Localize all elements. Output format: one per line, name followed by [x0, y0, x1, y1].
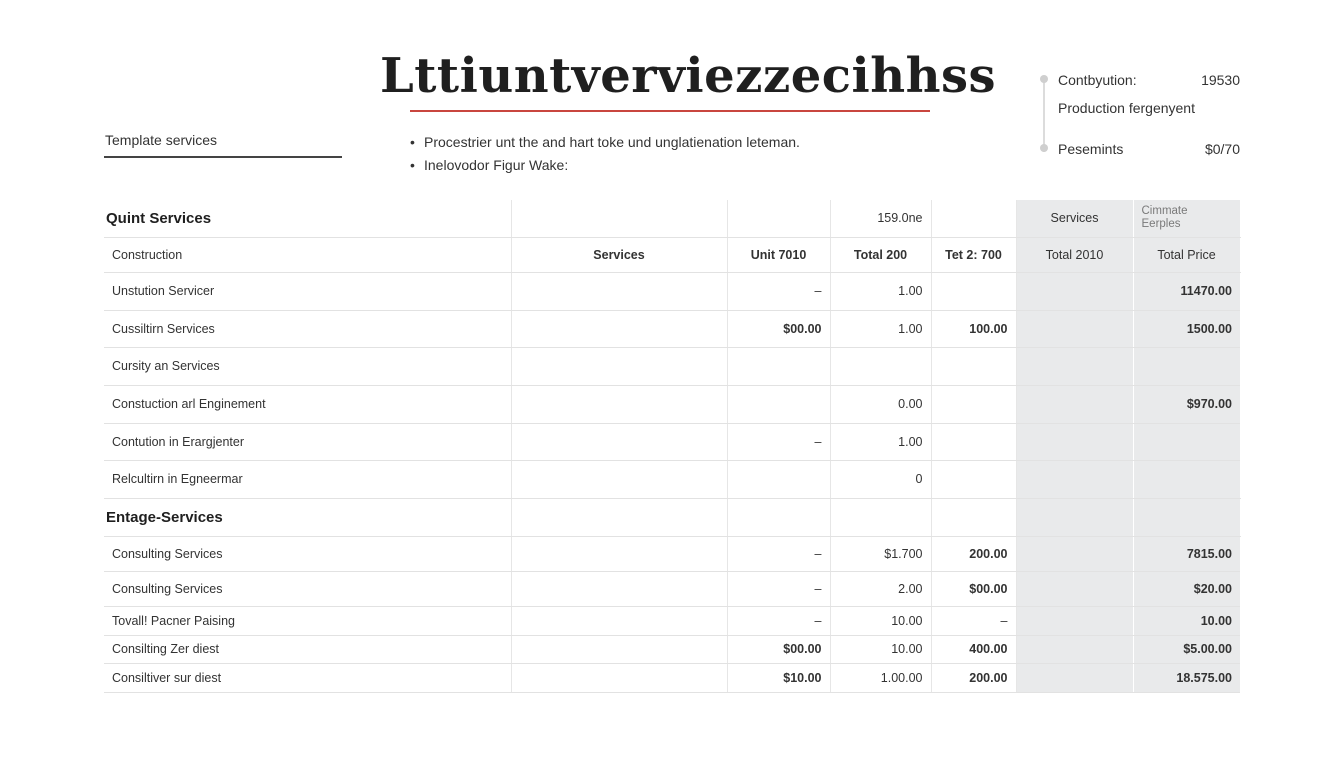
table-cell: 200.00	[931, 536, 1016, 571]
section-title: Entage-Services	[104, 498, 511, 536]
table-cell	[1016, 385, 1133, 423]
meta-label: Contbyution:	[1058, 72, 1137, 88]
total-price-cell: 18.575.00	[1133, 663, 1240, 692]
meta-payments	[1058, 141, 1242, 157]
table-cell: 2.00	[830, 571, 931, 606]
table-cell	[727, 498, 830, 536]
table-cell: 159.0ne	[830, 200, 931, 237]
meta-panel	[1042, 72, 1242, 172]
header-row	[104, 237, 1240, 272]
cell-line: Cimmate	[1141, 205, 1188, 218]
table-cell	[511, 663, 727, 692]
row-name: Cursity an Services	[104, 347, 511, 385]
table-cell	[1016, 536, 1133, 571]
table-cell: $00.00	[727, 635, 830, 663]
document-title: Lttiuntverviezzecihhss	[380, 48, 997, 104]
column-header: Unit 7010	[727, 237, 830, 272]
table-cell: –	[727, 536, 830, 571]
table-cell	[727, 200, 830, 237]
table-cell: $1.700	[830, 536, 931, 571]
table-cell	[511, 385, 727, 423]
column-header: Total 200	[830, 237, 931, 272]
table-cell	[511, 272, 727, 310]
total-price-cell	[1133, 423, 1240, 460]
row-name: Unstution Servicer	[104, 272, 511, 310]
table-cell	[931, 423, 1016, 460]
table-cell	[511, 460, 727, 498]
bullet-text: Inelovodor Figur Wake:	[424, 157, 569, 173]
table-cell	[1016, 460, 1133, 498]
table-cell	[1016, 498, 1133, 536]
intro-bullets	[410, 132, 800, 178]
meta-dot	[1040, 75, 1048, 83]
table-cell	[511, 310, 727, 347]
table-cell	[511, 498, 727, 536]
column-header: Total 2010	[1016, 237, 1133, 272]
table-cell: $10.00	[727, 663, 830, 692]
total-price-cell: 11470.00	[1133, 272, 1240, 310]
total-price-cell	[1133, 460, 1240, 498]
meta-timeline	[1043, 80, 1045, 152]
table-cell	[511, 635, 727, 663]
row-name: Consulting Services	[104, 571, 511, 606]
row-name: Consilting Zer diest	[104, 635, 511, 663]
table-cell	[931, 347, 1016, 385]
table-row	[104, 272, 1240, 310]
table-cell: 400.00	[931, 635, 1016, 663]
column-header: Construction	[104, 237, 511, 272]
cell-line: Eerples	[1141, 218, 1181, 231]
table-cell	[727, 385, 830, 423]
table-cell: 10.00	[830, 635, 931, 663]
table-cell: 10.00	[830, 606, 931, 635]
table-cell	[1016, 606, 1133, 635]
total-price-cell	[1133, 347, 1240, 385]
template-services-label: Template services	[105, 132, 218, 148]
table-cell	[1133, 200, 1240, 237]
table-cell	[1016, 272, 1133, 310]
table-cell: –	[727, 272, 830, 310]
table-cell	[1016, 571, 1133, 606]
table-cell	[931, 200, 1016, 237]
total-price-cell: $970.00	[1133, 385, 1240, 423]
total-price-cell: 1500.00	[1133, 310, 1240, 347]
section-row	[104, 200, 1240, 237]
meta-label: Production fergenyent	[1058, 100, 1195, 116]
table-row	[104, 635, 1240, 663]
row-name: Consiltiver sur diest	[104, 663, 511, 692]
table-cell	[1016, 635, 1133, 663]
table-cell: 1.00.00	[830, 663, 931, 692]
table-cell	[931, 272, 1016, 310]
table-cell	[727, 347, 830, 385]
table-cell: 200.00	[931, 663, 1016, 692]
table-cell: 1.00	[830, 423, 931, 460]
bullet-text: Procestrier unt the and hart toke und unglatienation leteman.	[424, 134, 800, 150]
table-row	[104, 347, 1240, 385]
row-name: Cussiltirn Services	[104, 310, 511, 347]
meta-label: Pesemints	[1058, 141, 1124, 157]
table-row	[104, 571, 1240, 606]
table-cell	[511, 423, 727, 460]
table-cell	[511, 571, 727, 606]
table-cell	[931, 498, 1016, 536]
table-cell	[1016, 423, 1133, 460]
table-cell: Services	[1016, 200, 1133, 237]
title-underline	[410, 110, 930, 112]
row-name: Tovall! Pacner Paising	[104, 606, 511, 635]
meta-dot	[1040, 144, 1048, 152]
table-cell	[931, 385, 1016, 423]
table-cell	[830, 347, 931, 385]
bullet-item	[410, 132, 800, 155]
table-cell	[727, 460, 830, 498]
row-name: Contution in Erargjenter	[104, 423, 511, 460]
table-cell: –	[931, 606, 1016, 635]
table-cell	[1016, 310, 1133, 347]
column-header: Total Price	[1133, 237, 1240, 272]
table-cell	[511, 606, 727, 635]
total-price-cell: $5.00.00	[1133, 635, 1240, 663]
meta-value: $0/70	[1204, 141, 1240, 157]
row-name: Constuction arl Enginement	[104, 385, 511, 423]
table-row	[104, 606, 1240, 635]
table-cell	[511, 200, 727, 237]
row-name: Relcultirn in Egneermar	[104, 460, 511, 498]
table-cell	[511, 347, 727, 385]
bullet-dot: •	[410, 157, 415, 173]
table-cell: 1.00	[830, 272, 931, 310]
meta-contribution	[1058, 72, 1242, 88]
row-name: Consulting Services	[104, 536, 511, 571]
table-cell: –	[727, 423, 830, 460]
meta-value: 19530	[1201, 72, 1240, 88]
table-cell	[1133, 498, 1240, 536]
total-price-cell: 7815.00	[1133, 536, 1240, 571]
table-cell: 100.00	[931, 310, 1016, 347]
table-cell: $00.00	[931, 571, 1016, 606]
table-cell	[931, 460, 1016, 498]
table-row	[104, 460, 1240, 498]
template-services-underline	[104, 156, 342, 158]
bullet-item	[410, 155, 800, 178]
meta-production	[1058, 100, 1242, 116]
table-cell: –	[727, 571, 830, 606]
column-header: Tet 2: 700	[931, 237, 1016, 272]
table-cell: $00.00	[727, 310, 830, 347]
table-cell: –	[727, 606, 830, 635]
table-cell	[1016, 347, 1133, 385]
table-cell: 0.00	[830, 385, 931, 423]
total-price-cell: 10.00	[1133, 606, 1240, 635]
total-price-cell: $20.00	[1133, 571, 1240, 606]
bullet-dot: •	[410, 134, 415, 150]
section-title: Quint Services	[104, 200, 511, 237]
table-cell	[830, 498, 931, 536]
table-row	[104, 385, 1240, 423]
column-header: Services	[511, 237, 727, 272]
section-row	[104, 498, 1240, 536]
table-cell: 0	[830, 460, 931, 498]
services-table	[104, 200, 1241, 693]
table-cell	[1016, 663, 1133, 692]
table-cell	[511, 536, 727, 571]
table-cell: 1.00	[830, 310, 931, 347]
table-row	[104, 423, 1240, 460]
table-row	[104, 663, 1240, 692]
table-row	[104, 536, 1240, 571]
table-row	[104, 310, 1240, 347]
